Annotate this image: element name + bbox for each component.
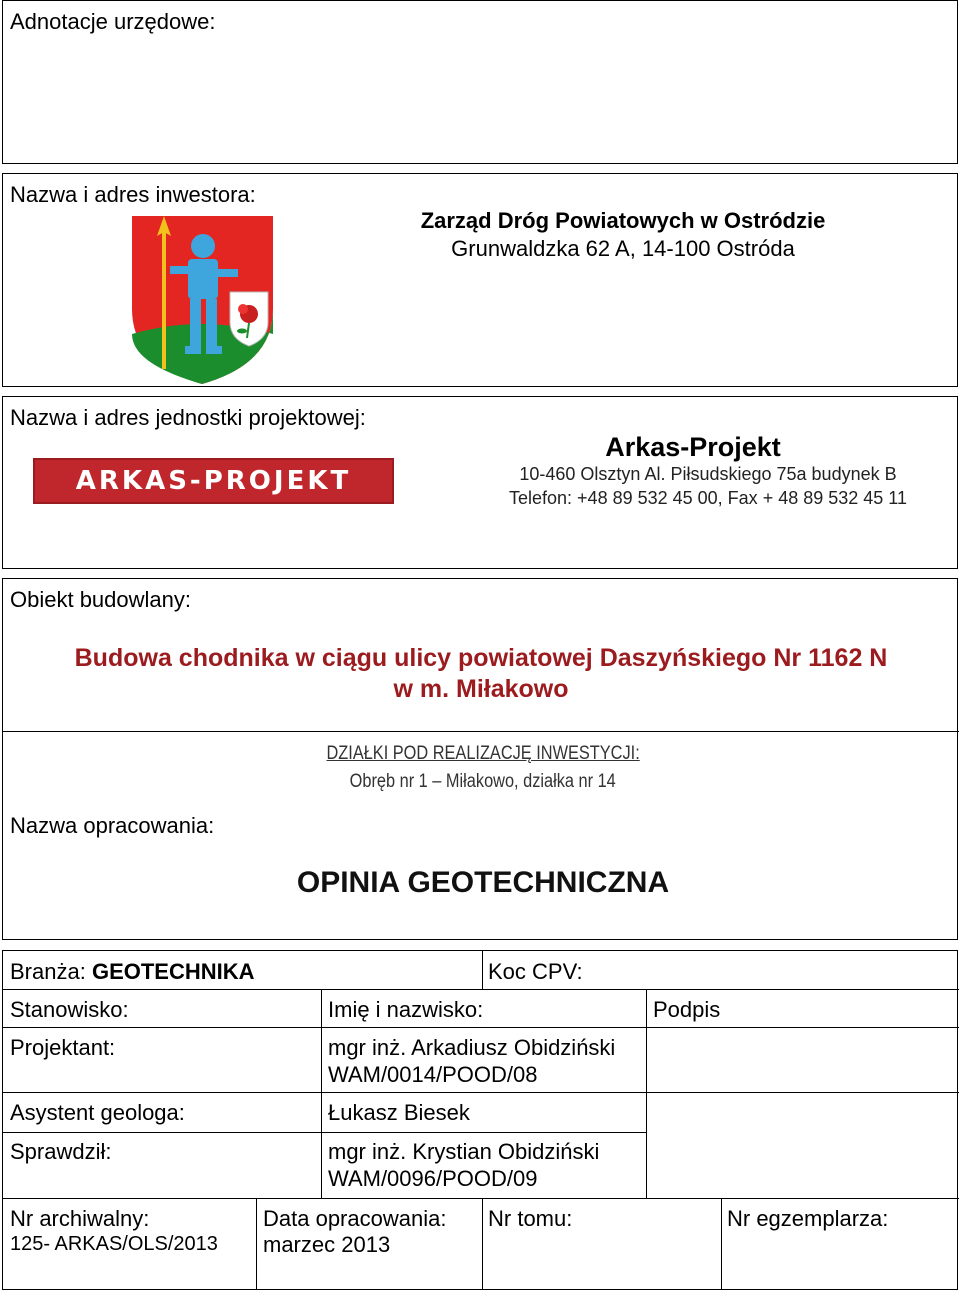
plots-heading	[3, 742, 960, 766]
object-box	[2, 578, 958, 940]
col-divider-1	[321, 989, 322, 1199]
annotations-label: Adnotacje urzędowe:	[10, 9, 216, 34]
archive-value: 125- ARKAS/OLS/2013	[10, 1233, 218, 1255]
archive-label: Nr archiwalny:	[10, 1206, 150, 1231]
row-divider-4	[3, 1132, 646, 1133]
design-unit-name: Arkas-Projekt	[605, 432, 781, 462]
building-object-label: Obiekt budowlany:	[10, 587, 191, 612]
investor-address: Grunwaldzka 62 A, 14-100 Ostróda	[451, 236, 795, 261]
design-unit-box	[2, 396, 958, 569]
checker-name: mgr inż. Krystian Obidziński	[328, 1139, 600, 1164]
study-title: OPINIA GEOTECHNICZNA	[296, 866, 670, 899]
date-value: marzec 2013	[263, 1232, 391, 1257]
row-divider-2	[3, 1027, 959, 1028]
plots-heading-text: DZIAŁKI POD REALIZACJĘ INWESTYCJI:	[326, 743, 640, 764]
branch-value: GEOTECHNIKA	[91, 959, 255, 984]
role-designer: Projektant:	[10, 1035, 116, 1060]
building-object-title-line1: Budowa chodnika w ciągu ulicy powiatowej Daszyńskiego Nr 1162 N	[74, 644, 888, 672]
study-label: Nazwa opracowania:	[10, 813, 215, 838]
cpv-label: Koc CPV:	[488, 959, 583, 984]
copy-label: Nr egzemplarza:	[727, 1206, 889, 1231]
date-label: Data opracowania:	[263, 1206, 447, 1231]
building-object-title-line2: w m. Miłakowo	[393, 675, 569, 703]
footer-divider-2	[482, 1198, 483, 1290]
arkas-logo-text: ARKAS-PROJEKT	[75, 466, 352, 496]
arkas-projekt-logo	[33, 458, 394, 504]
investor-box	[2, 173, 958, 387]
header-role: Stanowisko:	[10, 997, 129, 1022]
footer-divider-3	[721, 1198, 722, 1290]
designer-license: WAM/0014/POOD/08	[328, 1062, 538, 1087]
role-assistant: Asystent geologa:	[10, 1100, 185, 1125]
details-table	[2, 950, 958, 1290]
designer-name: mgr inż. Arkadiusz Obidziński	[328, 1035, 616, 1060]
footer-divider-1	[256, 1198, 257, 1290]
row-divider-3	[3, 1092, 959, 1093]
branch-label-text: Branża:	[10, 959, 86, 984]
investor-label: Nazwa i adres inwestora:	[10, 182, 256, 207]
investor-name: Zarząd Dróg Powiatowych w Ostródzie	[420, 208, 826, 233]
object-divider	[3, 731, 959, 732]
design-unit-address: 10-460 Olsztyn Al. Piłsudskiego 75a budynek B	[519, 464, 897, 484]
checker-license: WAM/0096/POOD/09	[328, 1166, 538, 1191]
plots-detail	[3, 770, 960, 794]
design-unit-label: Nazwa i adres jednostki projektowej:	[10, 405, 366, 430]
design-unit-phone: Telefon: +48 89 532 45 00, Fax + 48 89 532 45 11	[509, 488, 907, 508]
annotations-box	[2, 0, 958, 164]
branch-label	[10, 959, 255, 985]
header-signature: Podpis	[653, 997, 721, 1022]
coat-of-arms-emblem	[130, 214, 275, 386]
volume-label: Nr tomu:	[488, 1206, 573, 1231]
branch-divider	[482, 951, 483, 989]
col-divider-2	[646, 989, 647, 1199]
plots-detail-text: Obręb nr 1 – Miłakowo, działka nr 14	[349, 771, 617, 792]
assistant-name: Łukasz Biesek	[328, 1100, 470, 1125]
header-name: Imię i nazwisko:	[328, 997, 484, 1022]
row-divider-5	[3, 1198, 959, 1199]
role-checker: Sprawdził:	[10, 1139, 112, 1164]
row-divider-1	[3, 989, 959, 990]
